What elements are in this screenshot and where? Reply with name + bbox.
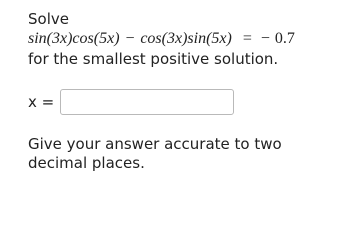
problem-task: for the smallest positive solution. xyxy=(28,50,279,68)
answer-label: x = xyxy=(28,93,55,111)
problem-statement xyxy=(28,9,343,69)
problem-intro: Solve xyxy=(28,10,69,28)
answer-row xyxy=(28,89,234,115)
equation xyxy=(28,29,343,49)
equation-rhs: − 0.7 xyxy=(260,30,295,47)
answer-instructions: Give your answer accurate to two decimal places. xyxy=(28,135,282,172)
equation-relation: = xyxy=(242,30,252,47)
equation-lhs: sin(3x)cos(5x) − cos(3x)sin(5x) xyxy=(28,30,232,47)
answer-input[interactable] xyxy=(60,89,234,115)
